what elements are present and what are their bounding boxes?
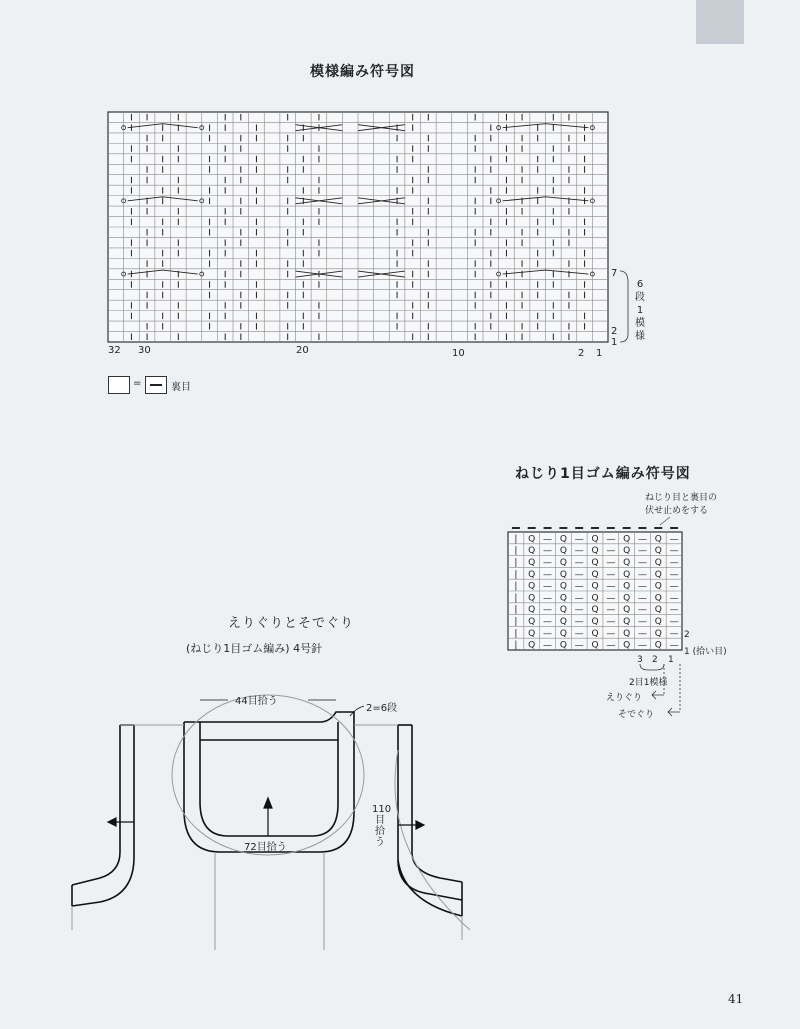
svg-text:Q: Q bbox=[528, 534, 536, 545]
legend-equals: = bbox=[133, 378, 142, 389]
svg-text:Q: Q bbox=[654, 534, 662, 545]
svg-text:—: — bbox=[669, 534, 679, 545]
svg-text:Q: Q bbox=[559, 628, 567, 639]
svg-text:Q: Q bbox=[591, 558, 599, 568]
svg-text:—: — bbox=[543, 581, 553, 592]
neck-diagram-title: えりぐりとそでぐり bbox=[228, 616, 355, 631]
svg-text:Q: Q bbox=[591, 605, 599, 616]
svg-text:Q: Q bbox=[623, 546, 631, 557]
svg-text:Q: Q bbox=[559, 605, 567, 616]
pattern-chart-title: 模様編み符号図 bbox=[310, 64, 415, 80]
arm-pick-label: 110 目 拾 う bbox=[372, 804, 392, 848]
svg-text:Q: Q bbox=[591, 640, 599, 651]
svg-text:—: — bbox=[637, 628, 647, 639]
pattern-col-label-32: 32 bbox=[108, 345, 121, 356]
svg-text:|: | bbox=[514, 569, 518, 580]
svg-text:Q: Q bbox=[559, 558, 567, 568]
rib-repeat-label: 2目1模様 bbox=[629, 678, 668, 688]
svg-text:Q: Q bbox=[623, 534, 631, 545]
svg-text:—: — bbox=[574, 628, 584, 639]
svg-text:—: — bbox=[543, 546, 553, 557]
svg-text:—: — bbox=[669, 581, 679, 592]
svg-text:Q: Q bbox=[528, 581, 536, 592]
pattern-col-label-30: 30 bbox=[138, 345, 151, 356]
pattern-row-label-1: 1 bbox=[611, 337, 618, 348]
svg-text:—: — bbox=[543, 605, 553, 616]
svg-text:—: — bbox=[637, 617, 647, 627]
svg-text:—: — bbox=[637, 546, 647, 557]
svg-text:—: — bbox=[543, 628, 553, 639]
svg-text:—: — bbox=[574, 593, 584, 604]
rib-col-label-3: 3 bbox=[637, 655, 643, 665]
svg-text:Q: Q bbox=[591, 534, 599, 545]
pattern-col-label-10: 10 bbox=[452, 348, 465, 359]
svg-text:|: | bbox=[514, 628, 518, 639]
svg-text:Q: Q bbox=[559, 546, 567, 557]
svg-text:Q: Q bbox=[591, 581, 599, 592]
svg-text:—: — bbox=[669, 605, 679, 616]
svg-text:|: | bbox=[514, 558, 518, 568]
svg-text:—: — bbox=[574, 569, 584, 580]
svg-text:—: — bbox=[669, 628, 679, 639]
svg-text:—: — bbox=[606, 640, 616, 651]
svg-text:—: — bbox=[669, 640, 679, 651]
pattern-row-label-7: 7 bbox=[611, 268, 618, 279]
svg-text:|: | bbox=[514, 546, 518, 557]
svg-text:Q: Q bbox=[654, 628, 662, 639]
svg-text:Q: Q bbox=[654, 640, 662, 651]
svg-text:|: | bbox=[514, 617, 518, 627]
svg-text:Q: Q bbox=[623, 640, 631, 651]
svg-text:Q: Q bbox=[559, 569, 567, 580]
svg-text:—: — bbox=[574, 617, 584, 627]
svg-text:|: | bbox=[514, 605, 518, 616]
svg-text:Q: Q bbox=[591, 617, 599, 627]
svg-text:—: — bbox=[669, 617, 679, 627]
svg-text:Q: Q bbox=[654, 558, 662, 568]
svg-text:Q: Q bbox=[654, 617, 662, 627]
pattern-repeat-label: 6 段 1 模 様 bbox=[635, 279, 645, 342]
svg-text:Q: Q bbox=[559, 593, 567, 604]
svg-text:Q: Q bbox=[591, 593, 599, 604]
svg-text:—: — bbox=[637, 534, 647, 545]
svg-text:|: | bbox=[514, 593, 518, 604]
pattern-col-label-1: 1 bbox=[596, 348, 603, 359]
rib-col-label-2: 2 bbox=[652, 655, 658, 665]
svg-text:Q: Q bbox=[654, 546, 662, 557]
neck-pick-bottom-label: 72目拾う bbox=[244, 842, 287, 853]
rib-col-label-1: 1 bbox=[668, 655, 674, 665]
svg-text:—: — bbox=[606, 534, 616, 545]
svg-text:Q: Q bbox=[528, 558, 536, 568]
svg-text:—: — bbox=[637, 581, 647, 592]
svg-text:—: — bbox=[543, 640, 553, 651]
svg-text:|: | bbox=[514, 581, 518, 592]
svg-text:Q: Q bbox=[591, 546, 599, 557]
svg-text:|: | bbox=[514, 534, 518, 545]
svg-text:Q: Q bbox=[528, 617, 536, 627]
rib-arm-label: そでぐり bbox=[618, 710, 655, 720]
svg-text:—: — bbox=[606, 628, 616, 639]
rib-chart-title: ねじり1目ゴム編み符号図 bbox=[515, 466, 691, 482]
svg-text:—: — bbox=[574, 640, 584, 651]
svg-text:Q: Q bbox=[559, 617, 567, 627]
svg-text:Q: Q bbox=[654, 569, 662, 580]
svg-text:—: — bbox=[543, 558, 553, 568]
svg-text:—: — bbox=[637, 593, 647, 604]
svg-text:Q: Q bbox=[623, 617, 631, 627]
pattern-row-label-2: 2 bbox=[611, 326, 618, 337]
rib-row-label-2: 2 bbox=[684, 630, 690, 640]
svg-text:—: — bbox=[606, 605, 616, 616]
svg-text:—: — bbox=[606, 581, 616, 592]
svg-text:—: — bbox=[574, 534, 584, 545]
svg-text:—: — bbox=[669, 593, 679, 604]
svg-text:—: — bbox=[606, 569, 616, 580]
svg-text:—: — bbox=[543, 569, 553, 580]
svg-text:—: — bbox=[574, 605, 584, 616]
svg-text:—: — bbox=[606, 546, 616, 557]
legend-purl-text: 裏目 bbox=[171, 382, 191, 393]
svg-text:Q: Q bbox=[623, 581, 631, 592]
svg-text:—: — bbox=[669, 558, 679, 568]
rib-neck-label: えりぐり bbox=[606, 693, 643, 703]
svg-text:Q: Q bbox=[559, 640, 567, 651]
svg-text:Q: Q bbox=[591, 628, 599, 639]
svg-text:Q: Q bbox=[623, 593, 631, 604]
svg-text:Q: Q bbox=[528, 640, 536, 651]
neck-diagram-subtitle: (ねじり1目ゴム編み) 4号針 bbox=[186, 642, 323, 655]
svg-text:Q: Q bbox=[528, 605, 536, 616]
svg-text:Q: Q bbox=[528, 546, 536, 557]
rib-row-label-1: 1 (拾い目) bbox=[684, 647, 727, 657]
svg-text:Q: Q bbox=[528, 569, 536, 580]
svg-text:Q: Q bbox=[623, 569, 631, 580]
svg-text:—: — bbox=[606, 558, 616, 568]
pattern-col-label-2: 2 bbox=[578, 348, 585, 359]
svg-text:—: — bbox=[669, 569, 679, 580]
svg-text:—: — bbox=[543, 593, 553, 604]
svg-text:—: — bbox=[669, 546, 679, 557]
svg-text:Q: Q bbox=[654, 605, 662, 616]
svg-text:—: — bbox=[574, 558, 584, 568]
svg-text:Q: Q bbox=[559, 534, 567, 545]
svg-text:Q: Q bbox=[623, 605, 631, 616]
svg-text:—: — bbox=[606, 593, 616, 604]
svg-text:—: — bbox=[637, 640, 647, 651]
svg-text:Q: Q bbox=[528, 593, 536, 604]
svg-text:Q: Q bbox=[528, 628, 536, 639]
neck-pick-top-label: 44目拾う bbox=[235, 696, 278, 707]
svg-text:—: — bbox=[637, 558, 647, 568]
svg-text:Q: Q bbox=[654, 581, 662, 592]
svg-text:—: — bbox=[543, 534, 553, 545]
svg-text:Q: Q bbox=[623, 628, 631, 639]
page-number: 41 bbox=[728, 992, 744, 1006]
svg-text:Q: Q bbox=[591, 569, 599, 580]
rib-chart-note: ねじり目と裏目の 伏せ止めをする bbox=[645, 493, 718, 516]
svg-text:—: — bbox=[543, 617, 553, 627]
svg-text:—: — bbox=[637, 605, 647, 616]
svg-text:—: — bbox=[637, 569, 647, 580]
svg-text:Q: Q bbox=[559, 581, 567, 592]
svg-text:Q: Q bbox=[623, 558, 631, 568]
svg-text:—: — bbox=[574, 581, 584, 592]
svg-text:—: — bbox=[606, 617, 616, 627]
svg-text:|: | bbox=[514, 640, 518, 651]
svg-text:Q: Q bbox=[654, 593, 662, 604]
svg-text:—: — bbox=[574, 546, 584, 557]
neck-rows-label: 2=6段 bbox=[366, 703, 398, 714]
pattern-col-label-20: 20 bbox=[296, 345, 309, 356]
